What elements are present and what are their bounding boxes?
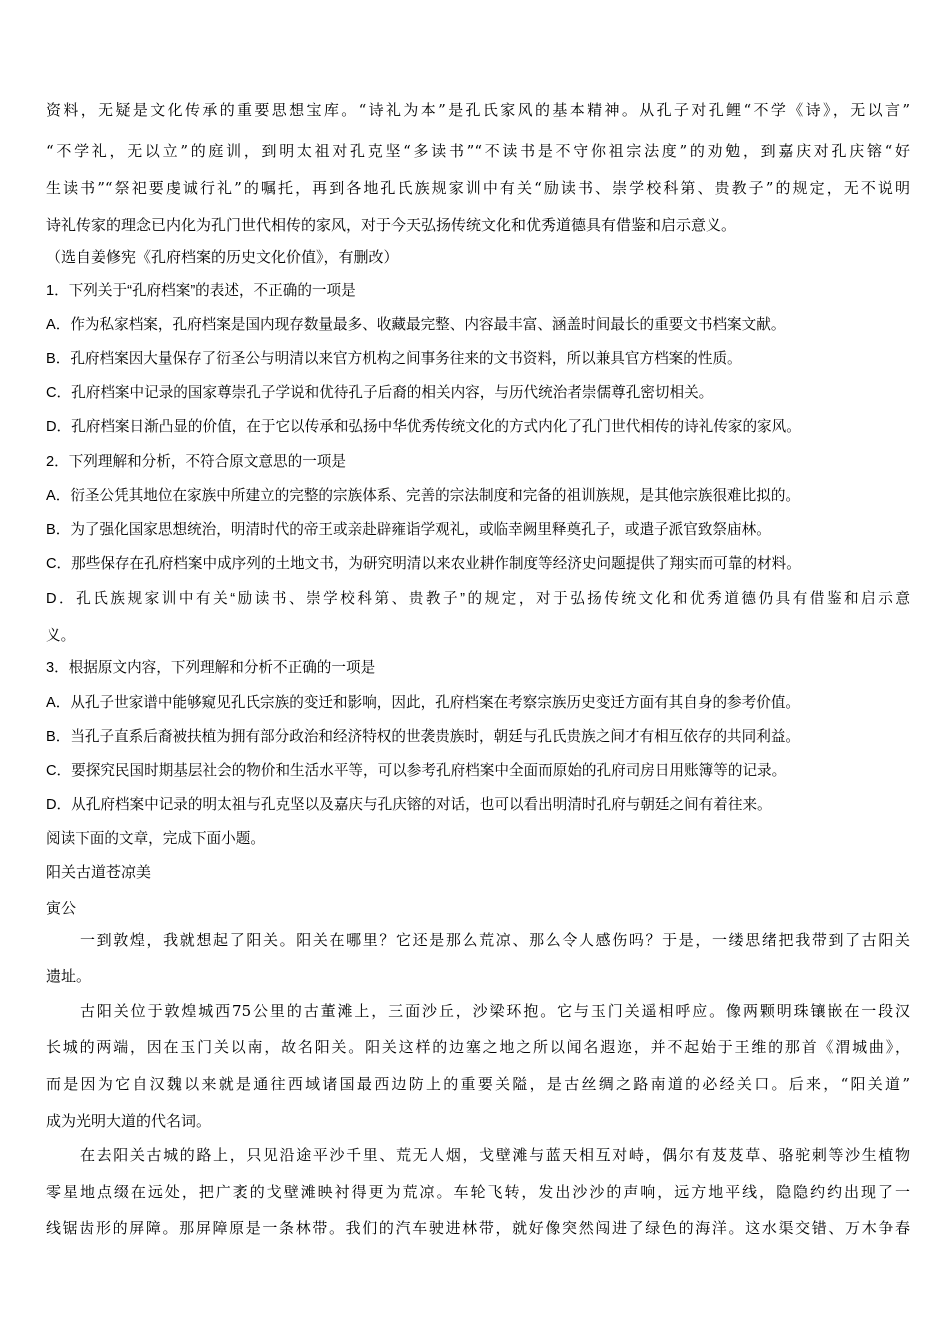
text-line: 资料，无疑是文化传承的重要思想宝库。“诗礼为本”是孔氏家风的基本精神。从孔子对孔鲤“不学《诗》，无以言” [46,101,910,119]
article-title: 阳关古道苍凉美 [46,863,152,881]
paragraph-line: 一到敦煌，我就想起了阳关。阳关在哪里？它还是那么荒凉、那么令人感伤吗？于是，一缕思绪把我带到了古阳关 [80,931,910,949]
option-b: B．孔府档案因大量保存了衍圣公与明清以来官方机构之间事务往来的文书资料，所以兼具官方档案的性质。 [46,351,742,367]
paragraph-line: 在去阳关古城的路上，只见沿途平沙千里、荒无人烟，戈壁滩与蓝天相互对峙，偶尔有芨芨草、骆驼刺等沙生植物 [80,1146,910,1164]
option-a: A．作为私家档案，孔府档案是国内现存数量最多、收藏最完整、内容最丰富、涵盖时间最长的重要文书档案文献。 [46,317,786,333]
paragraph-line: 成为光明大道的代名词。 [46,1112,212,1130]
question-1: 1．下列关于“孔府档案”的表述，不正确的一项是 [46,283,356,299]
option-c: C．那些保存在孔府档案中成序列的土地文书，为研究明清以来农业耕作制度等经济史问题提供了翔实而可靠的材料。 [46,556,801,572]
paragraph-line: 线锯齿形的屏障。那屏障原是一条林带。我们的汽车驶进林带，就好像突然闯进了绿色的海洋。这水渠交错、万木争春 [46,1219,910,1237]
question-3: 3．根据原文内容，下列理解和分析不正确的一项是 [46,660,376,676]
article-author: 寅公 [46,899,77,917]
paragraph-line: 遗址。 [46,967,92,985]
text-line: “不学礼，无以立”的庭训，到明太祖对孔克坚“多读书”“不读书是不守你祖宗法度”的劝勉，到嘉庆对孔庆镕“好 [46,142,910,160]
paragraph-line: 长城的两端，因在玉门关以南，故名阳关。阳关这样的边塞之地之所以闻名遐迩，并不起始于王维的那首《渭城曲》， [46,1038,910,1056]
option-d: D．孔氏族规家训中有关“励读书、崇学校科第、贵教子”的规定，对于弘扬传统文化和优秀道德仍具有借鉴和启示意 [46,591,910,607]
option-b: B．当孔子直系后裔被扶植为拥有部分政治和经济特权的世袭贵族时，朝廷与孔氏贵族之间才有相互依存的共同利益。 [46,729,801,745]
text-line: 生读书”“祭祀要虔诚行礼”的嘱托，再到各地孔氏族规家训中有关“励读书、崇学校科第、贵教子”的规定，无不说明 [46,179,910,197]
question-2: 2．下列理解和分析，不符合原文意思的一项是 [46,454,346,470]
paragraph-line: 而是因为它自汉魏以来就是通往西域诸国最西边防上的重要关隘，是古丝绸之路南道的必经关口。后来，“阳关道” [46,1075,910,1093]
option-b: B．为了强化国家思想统治，明清时代的帝王或亲赴辟雍诣学观礼，或临幸阙里释奠孔子，或遣子派官致祭庙林。 [46,522,771,538]
option-c: C．要探究民国时期基层社会的物价和生活水平等，可以参考孔府档案中全面而原始的孔府司房日用账簿等的记录。 [46,763,787,779]
paragraph-line: 古阳关位于敦煌城西75公里的古董滩上，三面沙丘，沙梁环抱。它与玉门关遥相呼应。像两颗明珠镶嵌在一段汉 [80,1002,910,1020]
option-a: A．衍圣公凭其地位在家族中所建立的完整的宗族体系、完善的宗法制度和完备的祖训族规，是其他宗族很难比拟的。 [46,488,801,504]
option-c: C．孔府档案中记录的国家尊崇孔子学说和优待孔子后裔的相关内容，与历代统治者崇儒尊孔密切相关。 [46,385,714,401]
option-d: D．从孔府档案中记录的明太祖与孔克坚以及嘉庆与孔庆镕的对话，也可以看出明清时孔府与朝廷之间有着往来。 [46,797,772,813]
paragraph-line: 零星地点缀在远处，把广袤的戈壁滩映衬得更为荒凉。车轮飞转，发出沙沙的声响，远方地平线，隐隐约约出现了一 [46,1183,910,1201]
option-a: A．从孔子世家谱中能够窥见孔氏宗族的变迁和影响，因此，孔府档案在考察宗族历史变迁方面有其自身的参考价值。 [46,695,801,711]
source-note: （选自姜修宪《孔府档案的历史文化价值》，有删改） [46,248,399,266]
reading-instruction: 阅读下面的文章，完成下面小题。 [46,831,265,847]
text-line: 诗礼传家的理念已内化为孔门世代相传的家风，对于今天弘扬传统文化和优秀道德具有借鉴和启示意义。 [46,216,737,234]
option-d-cont: 义。 [46,628,76,644]
option-d: D．孔府档案日渐凸显的价值，在于它以传承和弘扬中华优秀传统文化的方式内化了孔门世代相传的诗礼传家的家风。 [46,419,801,435]
